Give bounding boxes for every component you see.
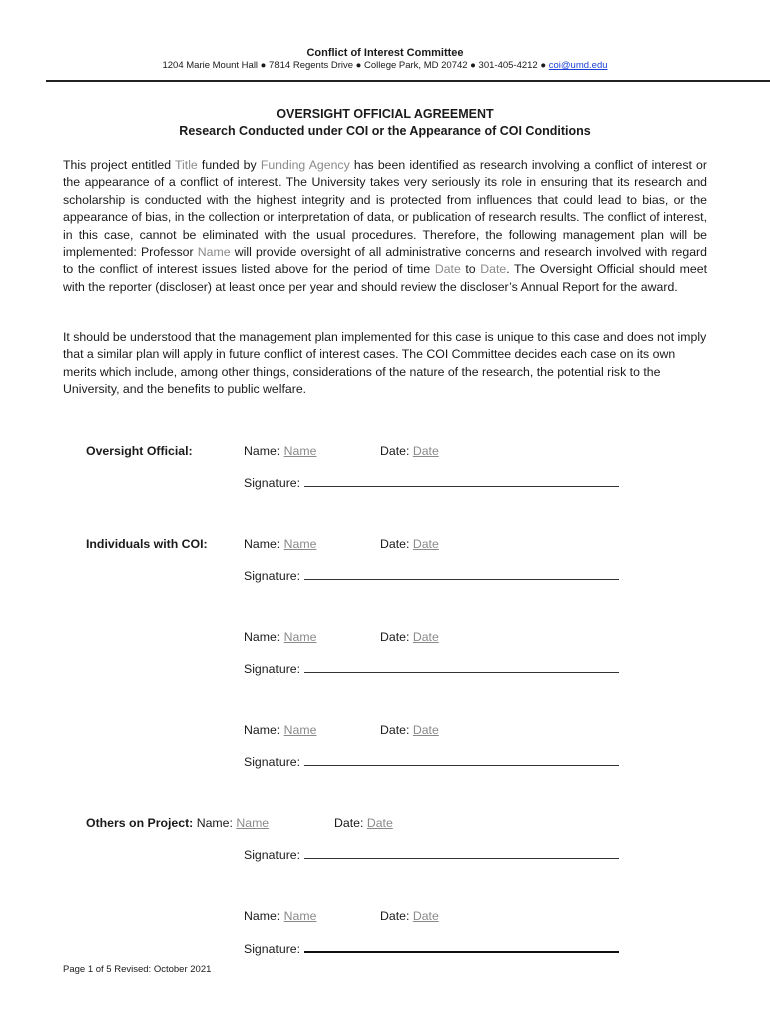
coi-3-signature-line[interactable] [304,754,619,766]
signature-label: Signature: [244,662,301,676]
oversight-signature-line[interactable] [304,475,619,487]
p1-text-5: to [460,262,481,277]
oversight-signature-row [244,475,619,490]
funding-agency-field[interactable]: Funding Agency [260,158,350,172]
coi-2-date-row [380,630,439,644]
committee-address [0,60,770,71]
coi-2-signature-row [244,661,619,676]
others-on-project-row [86,816,269,830]
others-on-project-label: Others on Project: [86,816,194,830]
signature-label: Signature: [244,755,301,769]
p1-text-4: will provide oversight of all administrative concerns and research involved with regard to the conflict of interest issues listed above for the period of time [63,245,707,277]
p1-text-3: has been identified as research involving a conflict of interest or the appearance of a conflict of interest. The University takes very seriously its role in ensuring that its research and scholarship is conducted with the highest integrity and is protected from influences that could lead to bias, or the appearance of bias, in the collection or interpretation of data, or publication of research results. The conflict of interest, in this case, cannot be eliminated with the usual procedures. Therefore, the following management plan will be implemented: Professor [63,158,707,260]
committee-name: Conflict of Interest Committee [306,47,464,59]
page-footer: Page 1 of 5 Revised: October 2021 [63,964,212,975]
coi-2-name-field[interactable]: Name [283,630,317,644]
coi-1-name-row [244,537,316,551]
coi-3-name-field[interactable]: Name [283,723,317,737]
coi-2-date-field[interactable]: Date [412,630,439,644]
date-label: Date: [380,537,413,551]
signature-label: Signature: [244,476,301,490]
coi-individuals-label: Individuals with COI: [86,537,208,551]
coi-2-signature-line[interactable] [304,661,619,673]
document-title: OVERSIGHT OFFICIAL AGREEMENT [276,107,494,121]
date-label: Date: [380,444,413,458]
others-1-date-field[interactable]: Date [366,816,393,830]
p1-text-1: This project entitled [63,158,175,172]
policy-paragraph: It should be understood that the management plan implemented for this case is unique to this case and does not imply that a similar plan will apply in future conflict of interest cases. The COI Committee decides each case on its own merits which include, among other things, considerations of the nature of the research, the potential risk to the University, and the benefits to public welfare. [63,330,707,397]
coi-1-signature-row [244,568,619,583]
others-2-signature-line[interactable] [304,940,619,953]
name-label: Name: [244,444,284,458]
others-2-name-row [244,909,316,923]
oversight-date-field[interactable]: Date [412,444,439,458]
coi-1-date-field[interactable]: Date [412,537,439,551]
p1-text-2: funded by [197,158,261,172]
document-subtitle: Research Conducted under COI or the Appearance of COI Conditions [179,124,591,138]
date-label: Date: [380,909,413,923]
period-start-date-field[interactable]: Date [434,262,461,277]
others-2-date-row [380,909,439,923]
oversight-name-field[interactable]: Name [283,444,317,458]
date-label: Date: [334,816,367,830]
others-2-name-field[interactable]: Name [283,909,317,923]
coi-1-name-field[interactable]: Name [283,537,317,551]
professor-name-field[interactable]: Name [197,245,231,260]
name-label: Name: [196,816,237,830]
oversight-name-row [244,444,316,458]
oversight-official-label: Oversight Official: [86,444,193,458]
others-1-name-field[interactable]: Name [236,816,270,830]
coi-3-date-row [380,723,439,737]
p1-text-6: . The Oversight Official should meet with the reporter (discloser) at least once per year and should review the discloser’s Annual Report for the award. [63,262,708,294]
coi-3-signature-row [244,754,619,769]
signature-label: Signature: [244,942,301,956]
name-label: Name: [244,723,284,737]
date-label: Date: [380,723,413,737]
others-2-signature-row [244,940,619,956]
coi-1-signature-line[interactable] [304,568,619,580]
coi-1-date-row [380,537,439,551]
others-1-signature-row [244,847,619,862]
header-divider [46,80,770,82]
coi-3-date-field[interactable]: Date [412,723,439,737]
name-label: Name: [244,909,284,923]
others-1-date-row [334,816,393,830]
signature-label: Signature: [244,569,301,583]
coi-3-name-row [244,723,316,737]
coi-2-name-row [244,630,316,644]
intro-paragraph [63,157,707,296]
name-label: Name: [244,537,284,551]
period-end-date-field[interactable]: Date [480,262,507,277]
others-2-date-field[interactable]: Date [412,909,439,923]
others-1-signature-line[interactable] [304,847,619,859]
date-label: Date: [380,630,413,644]
email-link[interactable]: coi@umd.edu [548,60,608,71]
oversight-date-row [380,444,439,458]
project-title-field[interactable]: Title [175,158,198,172]
name-label: Name: [244,630,284,644]
signature-label: Signature: [244,848,301,862]
address-text: 1204 Marie Mount Hall ● 7814 Regents Drive ● College Park, MD 20742 ● 301-405-4212 ● [162,60,549,71]
